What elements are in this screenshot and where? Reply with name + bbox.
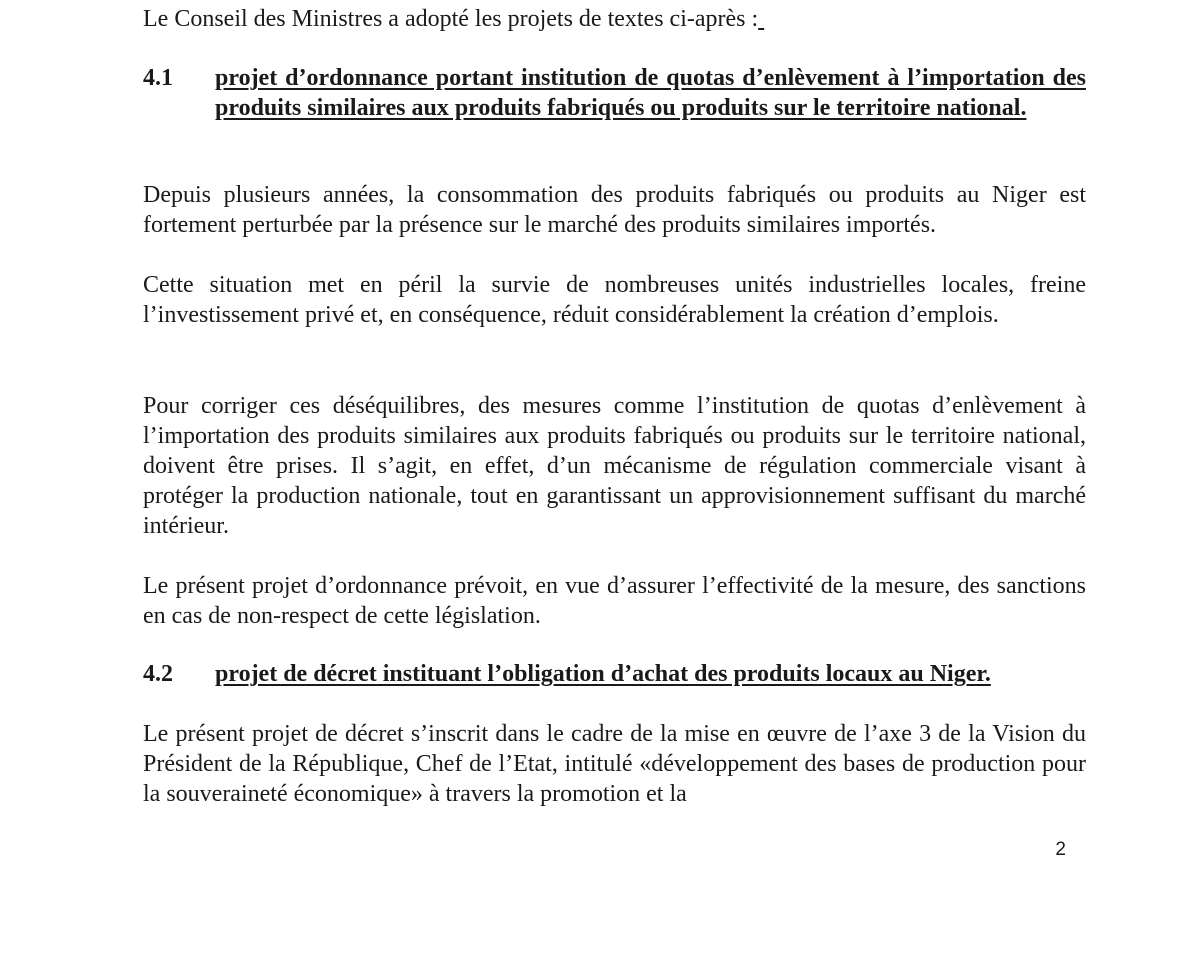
section-4-1-title-end: .: [1020, 95, 1027, 121]
intro-trailing-underline: [758, 6, 764, 32]
section-4-2-number: 4.2: [143, 661, 173, 687]
page-number: 2: [1055, 839, 1066, 860]
section-4-1-number: 4.1: [143, 65, 173, 91]
section-4-1-heading: [143, 63, 1086, 123]
section-4-1-title-text: projet d’ordonnance portant institution de quotas d’enlèvement à l’importation des produits similaires aux produits fabriqués ou produits sur le territoire national: [215, 65, 1086, 121]
intro-line: [143, 4, 1086, 34]
section-4-1-title: [215, 63, 1086, 123]
section-4-2-title: projet de décret instituant l’obligation d’achat des produits locaux au Niger.: [215, 661, 991, 687]
paragraph-3: Pour corriger ces déséquilibres, des mesures comme l’institution de quotas d’enlèvement à l’importation des produits similaires aux produits fabriqués ou produits sur le territoire national, doivent être prises. Il s’agit, en effet, d’un mécanisme de régulation commerciale visant à protéger la production nationale, tout en garantissant un approvisionnement suffisant du marché intérieur.: [143, 393, 1086, 539]
paragraph-4: Le présent projet d’ordonnance prévoit, en vue d’assurer l’effectivité de la mesure, des sanctions en cas de non-respect de cette législation.: [143, 573, 1086, 629]
paragraph-5: Le présent projet de décret s’inscrit dans le cadre de la mise en œuvre de l’axe 3 de la Vision du Président de la République, Chef de l’Etat, intitulé «développement des bases de production pour la souveraineté économique» à travers la promotion et la: [143, 721, 1086, 807]
intro-text: Le Conseil des Ministres a adopté les projets de textes ci-après :: [143, 6, 759, 32]
paragraph-1: Depuis plusieurs années, la consommation des produits fabriqués ou produits au Niger est fortement perturbée par la présence sur le marché des produits similaires importés.: [143, 182, 1086, 238]
section-4-2-heading: [143, 659, 1086, 689]
paragraph-2: Cette situation met en péril la survie de nombreuses unités industrielles locales, freine l’investissement privé et, en conséquence, réduit considérablement la création d’emplois.: [143, 272, 1086, 328]
